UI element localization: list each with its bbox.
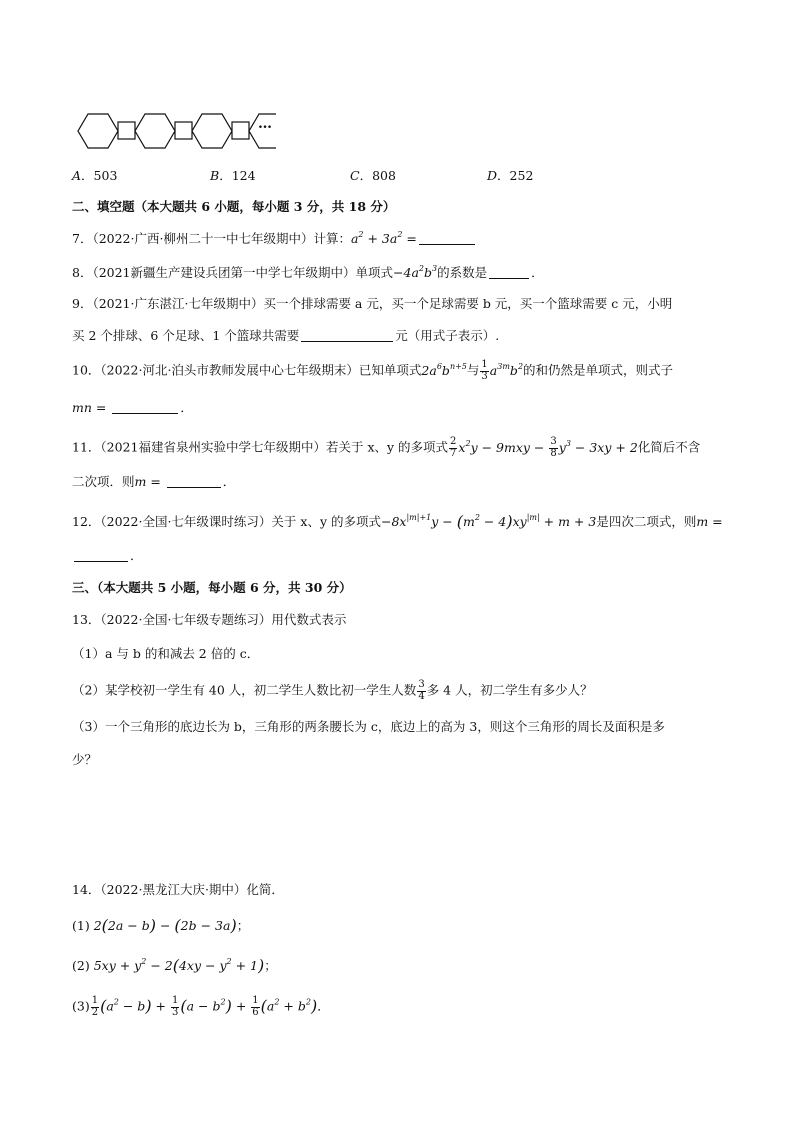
q10-monomial-2: $a^{3m}b^2$ bbox=[489, 361, 524, 378]
question-11 bbox=[72, 437, 700, 459]
q12-prefix: 12．（2022·全国·七年级课时练习）关于 x、y 的多项式 bbox=[72, 514, 381, 529]
option-a: A．503 bbox=[72, 168, 118, 183]
section2-title: 二、填空题（本大题共 6 小题，每小题 3 分，共 18 分） bbox=[72, 199, 396, 214]
question-14-part1: (1) 2(2a − b) − (2b − 3a)； bbox=[72, 916, 250, 935]
square-2 bbox=[175, 122, 192, 139]
section3-title: 三、（本大题共 5 小题，每小题 6 分，共 30 分） bbox=[72, 580, 352, 595]
q11-poly-a: $x^2y - 9mxy$ − bbox=[458, 438, 549, 455]
question-8: 8．（2021新疆生产建设兵团第一中学七年级期中）单项式$-4a^2b^3$的系数是 ． bbox=[72, 264, 544, 280]
hexagon-3 bbox=[192, 114, 232, 148]
question-14-part2: (2) $5xy + y^2 - 2(4xy - y^2 + 1)$； bbox=[72, 956, 277, 975]
q13-p2-a: （2）某学校初一学生有 40 人，初二学生人数比初一学生人数 bbox=[72, 682, 417, 698]
q8-expression: $-4a^2b^3$ bbox=[393, 264, 438, 280]
q13-fraction: $\frac{3}{4}$ bbox=[418, 679, 425, 702]
q8-suffix: 的系数是 bbox=[437, 265, 488, 280]
question-14-part3: (3) $\frac{1}{2}$ $(a^2 - b)$ + $\frac{1}{3}$ $(a - b^2)$ + $\frac{1}{6}$ $(a^2 + b^2)$． bbox=[72, 995, 330, 1018]
hexagon-2 bbox=[135, 114, 175, 148]
question-10-line2: mn = ． bbox=[72, 400, 193, 415]
q13-p2-b: 多 4 人，初二学生有多少人？ bbox=[426, 682, 593, 698]
question-9-line2 bbox=[72, 328, 499, 343]
question-13-stem: 13．（2022·全国·七年级专题练习）用代数式表示 bbox=[72, 612, 347, 627]
q8-answer-blank[interactable] bbox=[489, 266, 529, 279]
question-7 bbox=[72, 230, 477, 246]
option-d: D．252 bbox=[487, 168, 534, 183]
option-c-text: 808 bbox=[372, 168, 396, 183]
q11-fraction-2: $\frac{3}{8}$ bbox=[550, 436, 557, 459]
q10-suffix: 的和仍然是单项式，则式子 bbox=[523, 362, 674, 378]
option-c-letter: C bbox=[350, 168, 360, 183]
q8-prefix: 8．（2021新疆生产建设兵团第一中学七年级期中）单项式 bbox=[72, 265, 394, 280]
q11-fraction-1: $\frac{2}{7}$ bbox=[450, 436, 457, 459]
q11-prefix: 11．（2021福建省泉州实验中学七年级期中）若关于 x、y 的多项式 bbox=[72, 439, 449, 455]
question-13-part3-cont: 少？ bbox=[72, 752, 98, 767]
option-b: B．124 bbox=[210, 168, 256, 183]
question-12-line2: ． bbox=[72, 548, 143, 563]
q10-prefix: 10．（2022·河北·泊头市教师发展中心七年级期末）已知单项式 bbox=[72, 362, 422, 378]
q11-answer-blank[interactable] bbox=[167, 475, 221, 488]
q10-mid: 与 bbox=[466, 362, 480, 378]
question-13-part3: （3）一个三角形的底边长为 b，三角形的两条腰长为 c，底边上的高为 3，则这个三角形的周长及面积是多 bbox=[72, 719, 665, 734]
q10-answer-blank[interactable] bbox=[112, 401, 178, 414]
q9-text-b: 元（用式子表示）. bbox=[395, 328, 500, 343]
square-1 bbox=[118, 122, 135, 139]
q11-suffix: 化简后不含 bbox=[637, 439, 701, 455]
question-13-part2 bbox=[72, 680, 593, 702]
hexagon-chain-figure bbox=[76, 110, 286, 152]
q9-answer-blank[interactable] bbox=[301, 329, 393, 342]
hexagon-1 bbox=[78, 114, 118, 148]
q12-suffix: 是四次二项式，则 bbox=[596, 514, 697, 529]
option-a-text: 503 bbox=[93, 168, 118, 183]
question-13-part1: （1）a 与 b 的和减去 2 倍的 c． bbox=[72, 646, 260, 661]
q12-poly: $-8x^{|m|+1}y - (m^2 - 4)xy^{|m|} + m + 3$ bbox=[380, 512, 597, 531]
q7-answer-blank[interactable] bbox=[419, 232, 475, 245]
option-b-letter: B bbox=[210, 168, 220, 183]
option-d-letter: D bbox=[487, 168, 498, 183]
q12-answer-blank[interactable] bbox=[74, 549, 128, 562]
question-9-line1: 9．（2021·广东湛江·七年级期中）买一个排球需要 a 元，买一个足球需要 b 元，买一个篮球需要 c 元，小明 bbox=[72, 296, 673, 311]
question-14-stem: 14．（2022·黑龙江大庆·期中）化简． bbox=[72, 882, 284, 897]
option-b-text: 124 bbox=[231, 168, 256, 183]
q10-mn: mn bbox=[72, 400, 92, 415]
q7-prefix: 7．（2022·广西·柳州二十一中七年级期中）计算： bbox=[72, 231, 351, 246]
square-3 bbox=[232, 122, 249, 139]
q9-text-a: 买 2 个排球、6 个足球、1 个篮球共需要 bbox=[72, 328, 300, 343]
q10-monomial-1: $2a^6b^{n+5}$ bbox=[421, 361, 467, 378]
question-12: 12．（2022·全国·七年级课时练习）关于 x、y 的多项式$-8x^{|m|+1}y - (m^2 - 4)xy^{|m|} + m + 3$是四次二项式，则m = bbox=[72, 512, 723, 531]
question-10 bbox=[72, 360, 673, 382]
q10-fraction: $\frac{1}{3}$ bbox=[481, 359, 488, 382]
q11-poly-b: $y^3 - 3xy + 2$ bbox=[558, 438, 638, 455]
q7-expression: $a^2 + 3a^2$ = bbox=[350, 230, 417, 246]
option-d-text: 252 bbox=[509, 168, 534, 183]
q11-line2: 二次项．则 bbox=[72, 474, 135, 489]
option-c: C．808 bbox=[350, 168, 396, 183]
figure-ellipsis: … bbox=[258, 116, 272, 132]
question-11-line2: 二次项．则m = ． bbox=[72, 474, 236, 489]
option-a-letter: A bbox=[72, 168, 82, 183]
